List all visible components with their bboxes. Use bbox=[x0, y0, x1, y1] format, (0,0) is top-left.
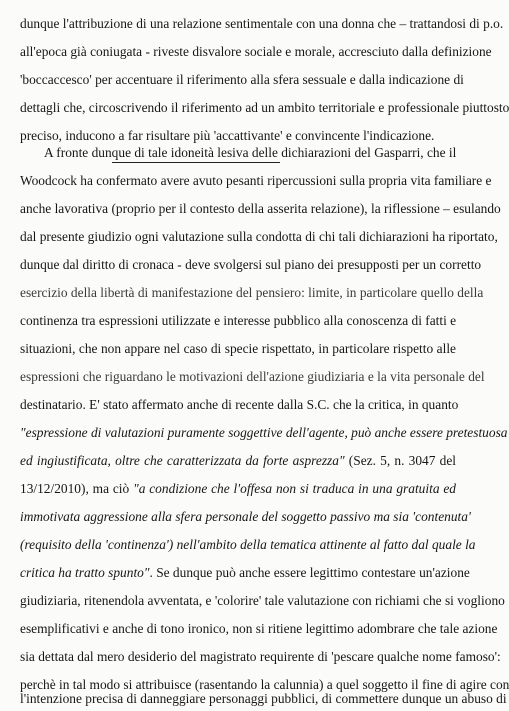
text-line: esemplificativi e anche di tono ironico, non si ritiene legittimo adombrare che tale azione bbox=[20, 621, 498, 636]
paragraph-first-line: A fronte dunque di tale idoneità lesiva delle dichiarazioni del Gasparri, che il bbox=[44, 145, 457, 160]
text-line: giudiziaria, ritenendola avventata, e 'colorire' tale valutazione con richiami che si vogliono bbox=[20, 593, 505, 608]
quote-line: immotivata aggressione alla sfera personale del soggetto passivo ma sia 'contenuta' bbox=[20, 509, 471, 524]
text-line: dettagli che, circoscrivendo il riferimento ad un ambito territoriale e professionale piuttosto bbox=[20, 100, 509, 115]
quote-text: critica ha tratto spunto" bbox=[20, 565, 150, 580]
text-line: esercizio della libertà di manifestazione del pensiero: limite, in particolare quello della bbox=[20, 285, 484, 300]
text-line: sia dettata dal mero desiderio del magistrato requirente di 'pescare qualche nome famoso': bbox=[20, 649, 501, 664]
quote-citation-line bbox=[20, 450, 456, 472]
quote-text: "a condizione che l'offesa non si traduca in una gratuita ed bbox=[133, 481, 456, 496]
text-line: preciso, inducono a far risultare più 'accattivante' e convincente l'indicazione. bbox=[20, 128, 435, 143]
text-line: all'epoca già coniugata - riveste disvalore sociale e morale, accresciuto dalla definizione bbox=[20, 44, 492, 59]
citation-quote-line bbox=[20, 478, 456, 500]
text-line: 'boccaccesco' per accentuare il riferimento alla sfera sessuale e dalla indicazione di bbox=[20, 72, 464, 87]
citation-text: (Sez. 5, n. 3047 del bbox=[344, 453, 456, 468]
quote-line: (requisito della 'continenza') nell'ambito della tematica attinente al fatto dal quale la bbox=[20, 537, 476, 552]
text-line: dunque dal diritto di cronaca - deve svolgersi sul piano dei presupposti per un corretto bbox=[20, 257, 482, 272]
text-line: dunque l'attribuzione di una relazione sentimentale con una donna che – trattandosi di p.o. bbox=[20, 16, 504, 31]
quote-end-line bbox=[20, 562, 470, 584]
text-line: situazioni, che non appare nel caso di specie rispettato, in particolare rispetto alle bbox=[20, 341, 456, 356]
citation-date: 13/12/2010), ma ciò bbox=[20, 481, 134, 496]
text-line: anche lavorativa (proprio per il contesto della asserita relazione), la riflessione – esulando bbox=[20, 201, 501, 216]
text-line: continenza tra espressioni utilizzate e interesse pubblico alla conoscenza di fatti e bbox=[20, 313, 457, 328]
text-line: dal presente giudizio ogni valutazione sulla condotta di chi tali dichiarazioni ha riportato, bbox=[20, 229, 498, 244]
body-text: . Se dunque può anche essere legittimo contestare un'azione bbox=[149, 565, 470, 580]
text-line: Woodcock ha confermato avere avuto pesanti ripercussioni sulla propria vita familiare e bbox=[20, 173, 492, 188]
text-line: destinatario. E' stato affermato anche di recente dalla S.C. che la critica, in quanto bbox=[20, 397, 459, 412]
quote-text: ed ingiustificata, oltre che caratterizzata da forte asprezza" bbox=[20, 453, 345, 468]
text-line: l'intenzione precisa di danneggiare personaggi pubblici, di commettere dunque un abuso di bbox=[20, 691, 507, 706]
quote-line: "espressione di valutazioni puramente soggettive dell'agente, può anche essere pretestuosa bbox=[20, 425, 508, 440]
text-line: espressioni che riguardano le motivazioni dell'azione giudiziaria e la vita personale del bbox=[20, 369, 485, 384]
text-line: perchè in tal modo si attribuisce (rasentando la calunnia) a quel soggetto il fine di agire con bbox=[20, 677, 509, 692]
underline-mark bbox=[112, 162, 280, 163]
